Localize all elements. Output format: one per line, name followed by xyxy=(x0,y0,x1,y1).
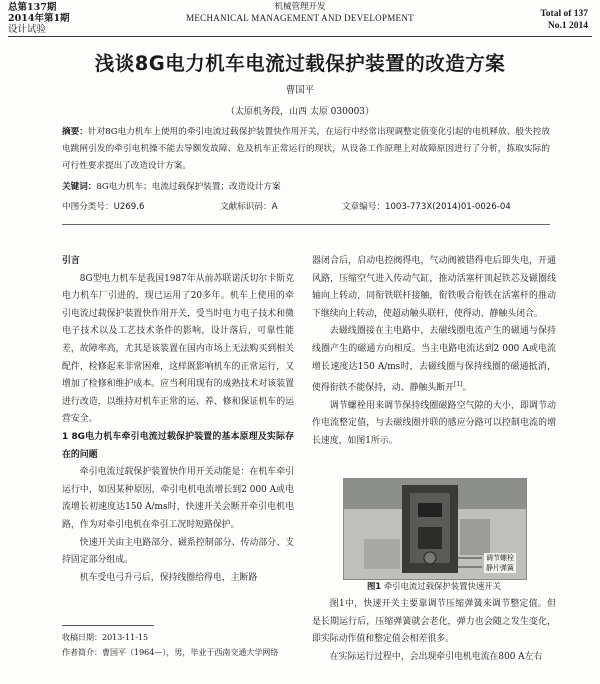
keywords-text: 8G电力机车；电流过载保护装置；改造设计方案 xyxy=(96,182,281,192)
right-paragraph-2-text: 去磁线圈接在主电路中，去磁线圈电流产生的磁通与保持线圈产生的磁通方向相反。当主电路电流达到2 000 A或电流增长速度达150 A/ms时，去磁线圈与保持线圈的磁通抵消，使得衔铁不能保持，动、静触头断开 xyxy=(312,326,556,394)
right-column-lower xyxy=(312,596,556,666)
keywords-label: 关键词： xyxy=(62,182,97,192)
journal-name-cn: 机械管理开发 xyxy=(274,2,326,12)
volume-line: 总第137期 xyxy=(8,2,57,13)
figure-note-adjust-bolt: 调节螺栓 xyxy=(486,554,514,562)
section-1-heading: 1 8G电力机车牵引电流过载保护装置的基本原理及实际存在的问题 xyxy=(62,431,294,460)
right-paragraph-1: 器闭合后，启动电控阀得电，气动阀被错得电后即失电，开通风路，压缩空气进入传动气缸，推动活塞杆顶起铁芯及磁圈线轴向上转动，同衔铁联杆接触，衔铁吸合衔铁在活塞杆的推动下继续向上转动，使超动触头联杆，使得动、静触头闭合。 xyxy=(312,256,556,319)
journal-name-en: MECHANICAL MANAGEMENT AND DEVELOPMENT xyxy=(186,13,414,23)
abstract-label: 摘要： xyxy=(62,127,88,137)
figure-caption-text: 牵引电流过载保护装置快速开关 xyxy=(383,581,502,591)
right-paragraph-4: 图1中，快速开关主要靠调节压缩弹簧来调节整定值。但是长期运行后，压缩弹簧就会老化，弹力也会随之发生变化，即实际动作值和整定值会相差很多。 xyxy=(312,599,556,645)
footnote-rule xyxy=(62,625,154,626)
right-paragraph-2-end: 。 xyxy=(462,383,472,394)
total-issue-en: Total of 137 xyxy=(540,9,588,19)
citation-ref: [1] xyxy=(454,381,463,389)
figure-note-spring: 静片弹簧 xyxy=(486,564,514,572)
article-author: 曹国平 xyxy=(285,85,315,96)
doc-code-label: 文献标识码： xyxy=(220,202,272,212)
article-id-value: 1003-773X(2014)01-0026-04 xyxy=(384,202,511,212)
article-id-label: 文章编号： xyxy=(342,202,385,212)
abstract-text: 针对8G电力机车上使用的牵引电流过载保护装置快作用开关，在运行中经常出现调整定值变化引起的电机释放、般失控放电跳闸引发的牵引电机操不能去导额发故障、危及机车正常运行的现状，从设备工作原理上对故障原因进行了分析，拣取实际的可行性要求提出了改造设计方案。 xyxy=(62,127,550,171)
footnotes xyxy=(62,630,294,660)
right-paragraph-5: 在实际运行过程中，会出现牵引电机电流在800 A左右 xyxy=(329,651,543,662)
figure-1-photo xyxy=(343,478,527,580)
figure-label: 图1 xyxy=(366,581,382,591)
right-paragraph-2 xyxy=(312,323,556,397)
clc-code xyxy=(62,200,144,212)
issue-line: 2014年第1期 xyxy=(8,13,70,24)
keywords xyxy=(62,180,550,194)
section-1-paragraph-2: 快速开关由主电路部分、磁系控制部分、传动部分、支持固定部分组成。 xyxy=(62,537,294,566)
journal-name xyxy=(150,2,450,24)
figure-1-caption xyxy=(312,580,556,592)
header-rule xyxy=(8,36,592,37)
journal-issue-info xyxy=(8,2,70,35)
left-column xyxy=(62,253,294,587)
issue-number-en: No.1 2014 xyxy=(547,21,588,31)
intro-paragraph: 8G型电力机车是我国1987年从前苏联诺沃切尔卡斯克电力机车厂引进的，现已运用了20多年。机车上使用的牵引电流过载保护装置快作用开关，受当时电力电子技术和微电子技术以及工艺技术条件的影响，设计落后，可靠性能差，故障率高，尤其是该装置在国内市场上无法购买到相关配件，检修起来非常困难，这样既影响机车的正常运行，又增加了检修和维护成本。应当利用现有的成熟技术对该装置进行改造，以维持对机车正常的运、养、修和保证机车的运营安全。 xyxy=(62,273,294,425)
doc-code-value: A xyxy=(271,202,278,212)
section-1-paragraph-1: 牵引电流过载保护装置快作用开关动能是：在机车牵引运行中，如因某种原因，牵引电机电流增长到2 000 A或电流增长初速度达150 A/ms时，快速开关会断开牵引电机电路，作为对牵引电机在牵引工况时短路保护。 xyxy=(62,467,294,530)
column-tag: 设计试验 xyxy=(8,24,47,35)
article-title: 浅谈8G电力机车电流过载保护装置的改造方案 xyxy=(94,52,506,75)
author-bio: 作者简介：曹国平（1964—），男，毕业于西南交通大学网络 xyxy=(62,648,279,657)
abstract xyxy=(62,124,550,175)
clc-label: 中图分类号： xyxy=(62,202,114,212)
received-date: 收稿日期：2013-11-15 xyxy=(62,633,149,642)
section-1-paragraph-3: 机车受电弓升弓后，保持线圈给得电，主断路 xyxy=(79,572,258,583)
clc-value: U269.6 xyxy=(113,202,145,212)
journal-total-info xyxy=(540,8,588,32)
right-column xyxy=(312,253,556,451)
article-id xyxy=(342,200,511,212)
abstract-rule xyxy=(62,224,550,225)
intro-heading: 引言 xyxy=(62,256,80,266)
doc-code xyxy=(220,200,277,212)
author-affiliation: （太原机务段，山西 太原 030003） xyxy=(225,107,375,117)
right-paragraph-3: 调节螺栓用来调节保持线圈磁路空气隙的大小，即调节动作电流整定值，与去磁线圈并联的感应分路可以控制电流的增长速度，如图1所示。 xyxy=(312,400,556,446)
